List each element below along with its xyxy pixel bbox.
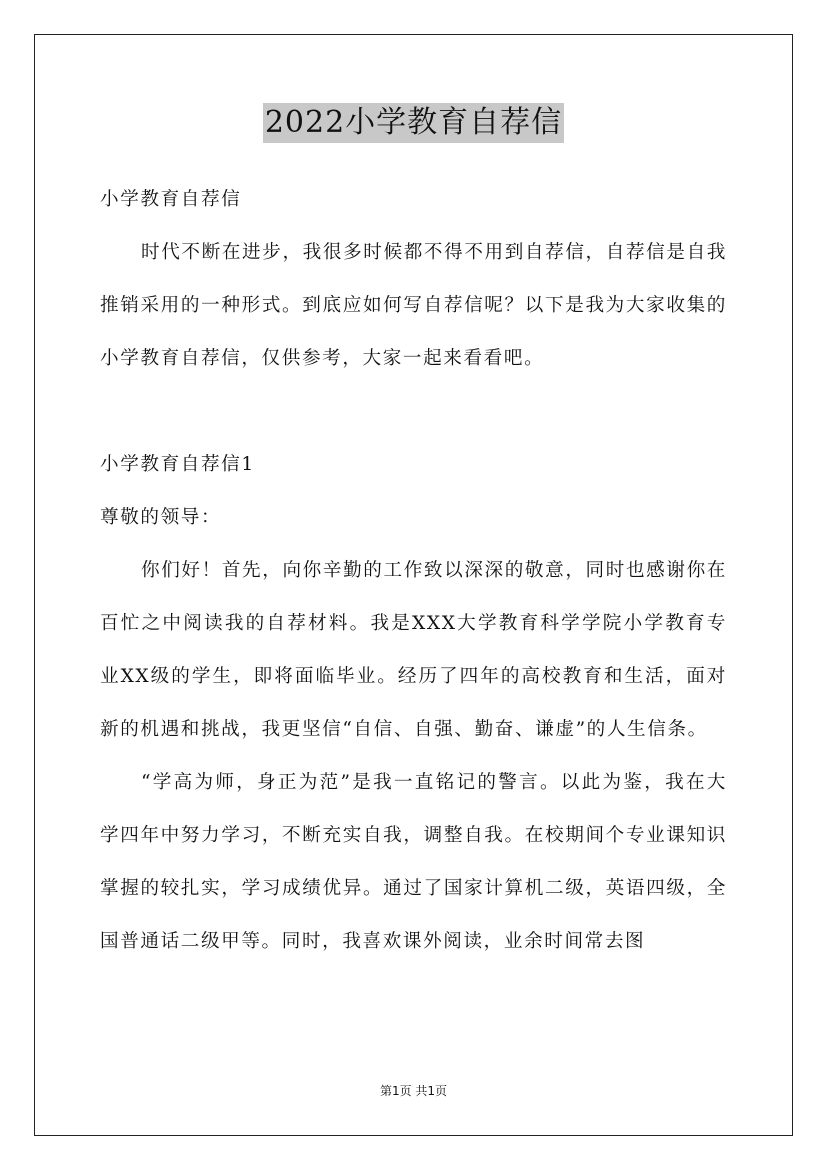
document-title: 2022小学教育自荐信: [263, 103, 564, 143]
document-body: [100, 173, 727, 968]
paragraph-heading: 小学教育自荐信: [100, 189, 242, 210]
page-footer: 第1页 共1页: [379, 1084, 448, 1098]
paragraph-salutation: 尊敬的领导：: [100, 507, 222, 528]
document-title-wrapper: [0, 103, 827, 143]
paragraph-body-1: 你们好！首先，向你辛勤的工作致以深深的敬意，同时也感谢你在百忙之中阅读我的自荐材料。我是XXX大学教育科学学院小学教育专业XX级的学生，即将面临毕业。经历了四年的高校教育和生活，面对新的机遇和挑战，我更坚信“自信、自强、勤奋、谦虚”的人生信条。: [100, 560, 727, 740]
paragraph-intro: 时代不断在进步，我很多时候都不得不用到自荐信，自荐信是自我推销采用的一种形式。到底应如何写自荐信呢？以下是我为大家收集的小学教育自荐信，仅供参考，大家一起来看看吧。: [100, 242, 727, 369]
paragraph-letter-heading: 小学教育自荐信1: [100, 454, 255, 475]
paragraph-body-2: “学高为师，身正为范”是我一直铭记的警言。以此为鉴，我在大学四年中努力学习，不断充实自我，调整自我。在校期间个专业课知识掌握的较扎实，学习成绩优异。通过了国家计算机二级，英语四级，全国普通话二级甲等。同时，我喜欢课外阅读，业余时间常去图: [100, 772, 727, 952]
